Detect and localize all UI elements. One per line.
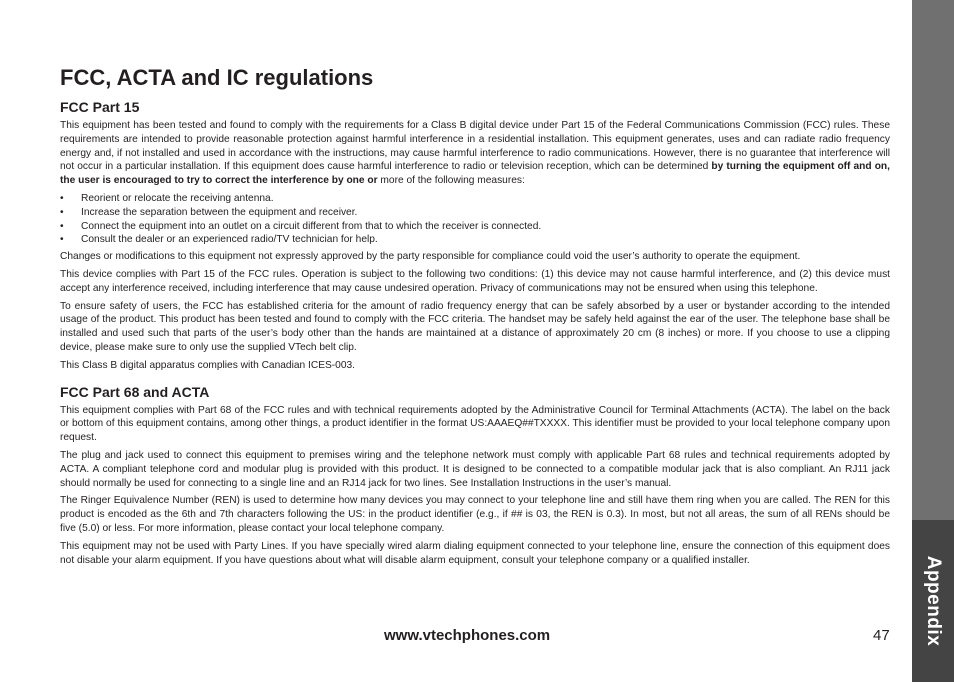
- paragraph-part-68-compliance: This equipment complies with Part 68 of the FCC rules and with technical requirements adopted by the Administrative Council for Terminal Attachments (ACTA). The label on the back or bottom of this equipment contains, among other things, a product identifier in the format US:AAAEQ##TXXXX. This identifier must be provided to your local telephone company upon request.: [60, 404, 890, 444]
- page-content: [60, 64, 890, 571]
- paragraph-plug-and-jack: The plug and jack used to connect this equipment to premises wiring and the telephone network must comply with applicable Part 68 rules and technical requirements adopted by ACTA. A compliant telephone cord and modular plug is provided with this product. It is designed to be connected to a compatible modular jack that is also compliant. An RJ11 jack should normally be used for connecting to a single line and an RJ14 jack for two lines. See Installation Instructions in the user’s manual.: [60, 449, 890, 489]
- paragraph-ren: The Ringer Equivalence Number (REN) is used to determine how many devices you may connect to your telephone line and still have them ring when you are called. The REN for this product is encoded as the 6th and 7th characters following the US: in the product identifier (e.g., if ## is 03, the REN is 0.3). In most, but not all areas, the sum of all RENs should be five (5.0) or less. For more information, please contact your local telephone company.: [60, 495, 890, 534]
- list-item: • Connect the equipment into an outlet on a circuit different from that to which the receiver is connected.: [60, 220, 890, 234]
- intro-emphasis-text: by turning the equipment off and on, the user is encouraged to try to correct the interference by one or: [60, 161, 890, 187]
- paragraph-ices-003: This Class B digital apparatus complies with Canadian ICES-003.: [60, 359, 356, 371]
- fcc-part-15-intro: [60, 119, 890, 188]
- list-item: • Increase the separation between the equipment and receiver.: [60, 206, 890, 220]
- section-heading-fcc-part-15: FCC Part 15: [60, 99, 140, 115]
- paragraph-part-15-compliance: This device complies with Part 15 of the FCC rules. Operation is subject to the following two conditions: (1) this device may not cause harmful interference, and (2) this device must accept any interference received, including interference that may cause undesired operation. Privacy of communications may not be ensured when using this telephone.: [60, 268, 890, 294]
- page-title: FCC, ACTA and IC regulations: [60, 65, 374, 90]
- section-heading-fcc-part-68: FCC Part 68 and ACTA: [60, 383, 210, 400]
- measures-list: [60, 192, 890, 247]
- appendix-tab-label: Appendix: [923, 555, 944, 647]
- footer-website-link[interactable]: www.vtechphones.com: [384, 627, 551, 644]
- appendix-tab: [912, 520, 954, 682]
- list-item: • Consult the dealer or an experienced radio/TV technician for help.: [60, 233, 890, 247]
- list-item: • Reorient or relocate the receiving antenna.: [60, 192, 890, 206]
- page-number: 47: [873, 627, 890, 644]
- paragraph-rf-safety: To ensure safety of users, the FCC has established criteria for the amount of radio frequency energy that can be safely absorbed by a user or bystander according to the intended usage of the product. This product has been tested and found to comply with the FCC criteria. The handset may be safely held against the ear of the user. The telephone base shall be installed and used such that parts of the user’s body other than the hands are maintained at a distance of approximately 20 cm (8 inches) or more. If you choose to use a clipping device, please make sure to only use the supplied VTech belt clip.: [60, 300, 890, 353]
- paragraph-changes: Changes or modifications to this equipment not expressly approved by the party responsible for compliance could void the user’s authority to operate the equipment.: [60, 251, 801, 263]
- paragraph-party-lines: This equipment may not be used with Party Lines. If you have specially wired alarm dialing equipment connected to your telephone line, ensure the connection of this equipment does not disable your alarm equipment. If you have questions about what will disable alarm equipment, consult your telephone company or a qualified installer.: [60, 540, 890, 566]
- intro-text: This equipment has been tested and found to comply with the requirements for a Class B digital device under Part 15 of the Federal Communications Commission (FCC) rules. These requirements are intended to provide reasonable protection against harmful interference in a residential installation. This equipment generates, uses and can radiate radio frequency energy and, if not installed and used in accordance with the instructions, may cause harmful interference to radio communications. However, there is no guarantee that interference will not occur in a particular installation. If this equipment does cause harmful interference to radio or television reception, which can be determined: [60, 120, 890, 173]
- intro-text-end: more of the following measures:: [377, 175, 525, 187]
